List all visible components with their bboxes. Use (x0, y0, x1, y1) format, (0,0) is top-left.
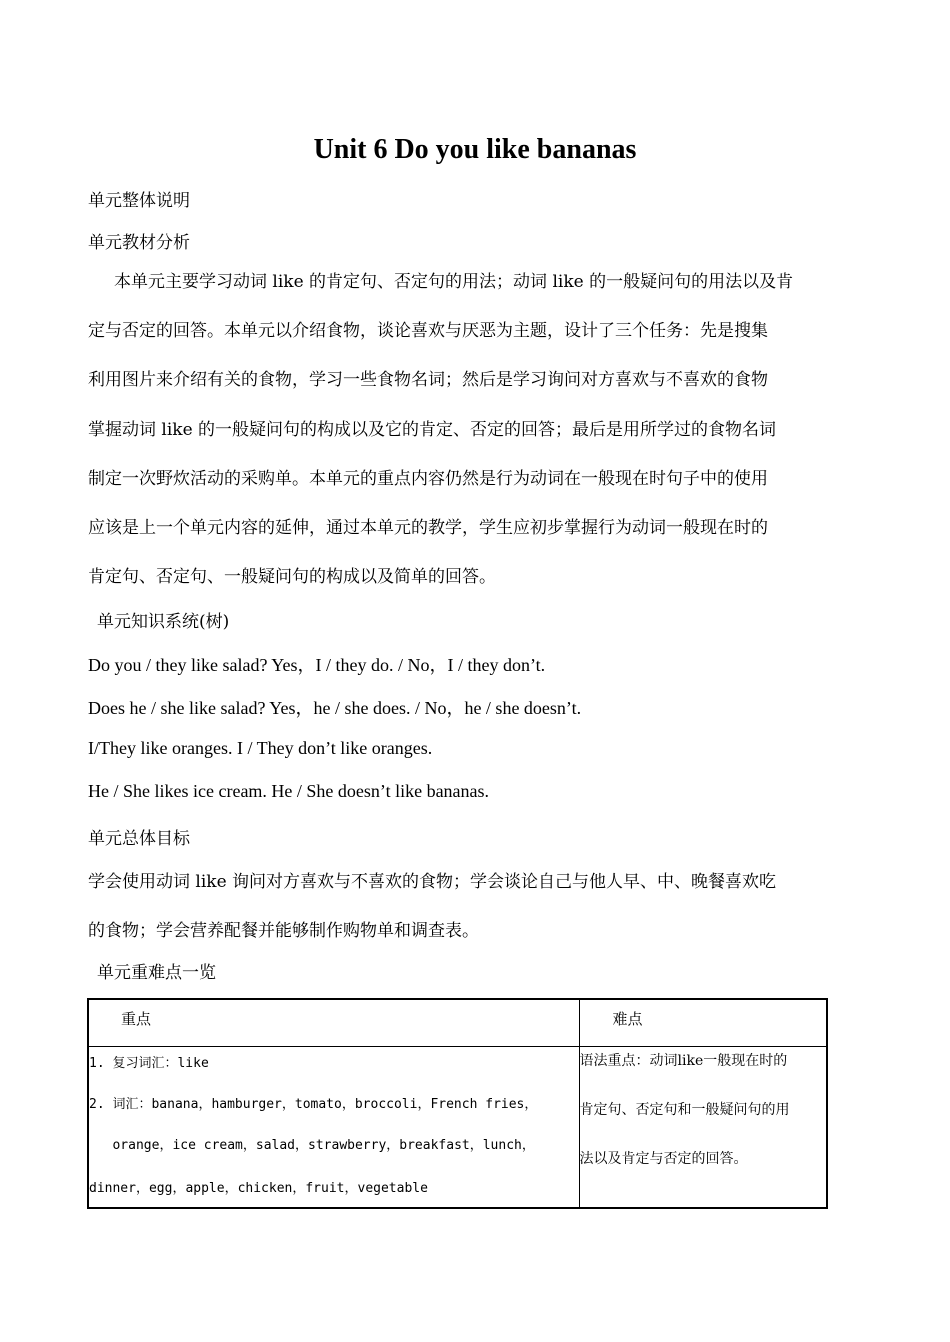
goals-line: 的食物；学会营养配餐并能够制作购物单和调查表。 (88, 921, 479, 941)
difficult-point-line: 法以及肯定与否定的回答。 (579, 1151, 748, 1167)
key-points-table (87, 998, 828, 1209)
difficult-point-line: 语法重点：动词like一般现在时的 (579, 1053, 788, 1069)
tree-sentence: Do you / they like salad? Yes，I / they do. / No，I / they don’t. (88, 655, 546, 675)
difficult-points-cell (579, 1047, 827, 1209)
tree-sentence: I/They like oranges. I / They don’t like oranges. (88, 738, 433, 758)
header-cell-key (88, 999, 579, 1047)
analysis-line: 掌握动词 like 的一般疑问句的构成以及它的肯定、否定的回答；最后是用所学过的食物名词 (88, 419, 777, 440)
key-point-line: dinner，egg，apple，chicken，fruit，vegetable (89, 1181, 428, 1196)
key-point-line: 1. 复习词汇：like (89, 1056, 209, 1071)
key-point-line: 2. 词汇：banana，hamburger，tomato，broccoli，French fries， (89, 1097, 538, 1112)
analysis-line: 应该是上一个单元内容的延伸，通过本单元的教学，学生应初步掌握行为动词一般现在时的 (88, 518, 768, 539)
goals-line: 学会使用动词 like 询问对方喜欢与不喜欢的食物；学会谈论自己与他人早、中、晚餐喜欢吃 (88, 872, 777, 892)
heading-goals: 单元总体目标 (88, 829, 190, 849)
analysis-line: 定与否定的回答。本单元以介绍食物，谈论喜欢与厌恶为主题，设计了三个任务：先是搜集 (88, 321, 768, 342)
tree-sentence: He / She likes ice cream. He / She doesn’t like bananas. (88, 781, 490, 801)
analysis-paragraph (88, 258, 864, 602)
header-difficult-label: 难点 (612, 1010, 643, 1028)
document-title: Unit 6 Do you like bananas (313, 134, 637, 165)
key-points-cell (88, 1047, 579, 1209)
analysis-line: 制定一次野炊活动的采购单。本单元的重点内容仍然是行为动词在一般现在时句子中的使用 (88, 468, 768, 489)
heading-knowledge-tree: 单元知识系统(树) (97, 612, 230, 632)
header-key-label: 重点 (121, 1010, 152, 1028)
difficult-point-line: 肯定句、否定句和一般疑问句的用 (579, 1102, 790, 1118)
key-point-line: orange，ice cream，salad，strawberry，breakfast，lunch， (89, 1138, 535, 1153)
tree-sentence: Does he / she like salad? Yes，he / she does. / No，he / she doesn’t. (88, 698, 582, 718)
heading-key-points: 单元重难点一览 (97, 963, 216, 983)
analysis-line: 本单元主要学习动词 like 的肯定句、否定句的用法；动词 like 的一般疑问句的用法以及肯 (114, 272, 794, 292)
analysis-line: 肯定句、否定句、一般疑问句的构成以及简单的回答。 (88, 567, 496, 588)
heading-overview: 单元整体说明 (88, 191, 190, 211)
analysis-line: 利用图片来介绍有关的食物，学习一些食物名词；然后是学习询问对方喜欢与不喜欢的食物 (88, 370, 768, 391)
heading-analysis: 单元教材分析 (88, 233, 190, 253)
